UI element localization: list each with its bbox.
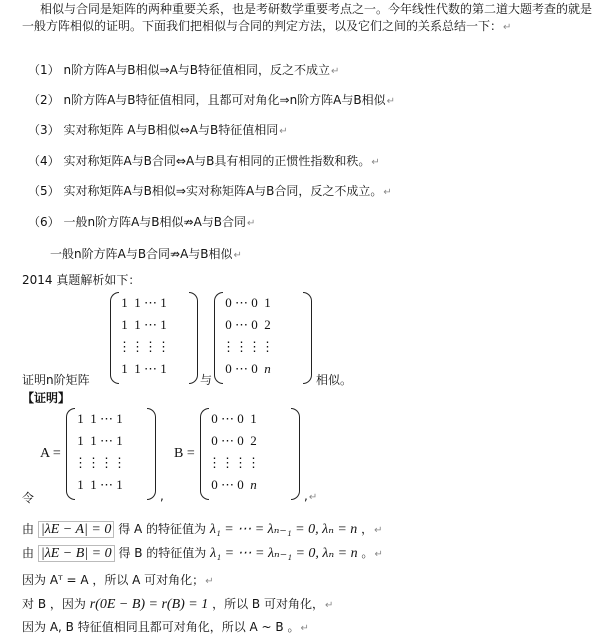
rule-6b-text: 一般n阶方阵A与B合同⇏A与B相似 (50, 247, 233, 261)
char-eq-a: |λE − A| = 0 (38, 521, 115, 538)
a-matrix-label: A = (40, 446, 61, 461)
matrix-a: 1 1 ⋯ 1 1 1 ⋯ 1 ⋮ ⋮ ⋮ ⋮ 1 1 ⋯ 1 (66, 408, 156, 500)
b-matrix-label: B = (174, 446, 195, 461)
eigenvalues-a: λ₁ = ⋯ = λₙ₋₁ = 0, λₙ = n (209, 522, 358, 537)
step-1: 由 |λE − A| = 0 得 A 的特征值为 λ₁ = ⋯ = λₙ₋₁ = 0, λₙ = n ，↵ (22, 522, 383, 537)
prove-mid: 与 (200, 373, 213, 387)
matrix-b: 0 ⋯ 0 1 0 ⋯ 0 2 ⋮ ⋮ ⋮ ⋮ 0 ⋯ 0 n (200, 408, 300, 500)
rule-4-text: 实对称矩阵A与B合同⇔A与B具有相同的正惯性指数和秩。 (63, 154, 371, 168)
step-5: 因为 A, B 特征值相同且都可对角化，所以 A ~ B 。↵ (22, 620, 309, 634)
problem-matrix-diag: 0 ⋯ 0 1 0 ⋯ 0 2 ⋮ ⋮ ⋮ ⋮ 0 ⋯ 0 n (214, 292, 312, 384)
let-label: 令 (22, 491, 35, 505)
rule-5: （5） 实对称矩阵A与B相似⇒实对称矩阵A与B合同，反之不成立。↵ (28, 184, 392, 198)
rule-2-text: n阶方阵A与B特征值相同，且都可对角化⇒n阶方阵A与B相似 (63, 93, 386, 107)
intro-text: 相似与合同是矩阵的两种重要关系，也是考研数学重要考点之一。今年线性代数的第二道大题考查的就是一般方阵相似的证明。下面我们把相似与合同的判定方法，以及它们之间的关系总结一下： (22, 2, 593, 33)
rule-2: （2） n阶方阵A与B特征值相同，且都可对角化⇒n阶方阵A与B相似↵ (28, 93, 396, 107)
intro-paragraph: 相似与合同是矩阵的两种重要关系，也是考研数学重要考点之一。今年线性代数的第二道大题考查的就是一般方阵相似的证明。下面我们把相似与合同的判定方法，以及它们之间的关系总结一下：↵ (22, 2, 593, 33)
step-3: 因为 Aᵀ = A ，所以 A 可对角化；↵ (22, 573, 214, 587)
char-eq-b: |λE − B| = 0 (38, 545, 115, 562)
rule-4: （4） 实对称矩阵A与B合同⇔A与B具有相同的正惯性指数和秩。↵ (28, 154, 380, 168)
rule-6: （6） 一般n阶方阵A与B相似⇏A与B合同↵ (28, 215, 256, 229)
step-4: 对 B ，因为 r(0E − B) = r(B) = 1 ，所以 B 可对角化，↵ (22, 597, 334, 612)
rule-1-text: n阶方阵A与B相似⇒A与B特征值相同，反之不成立 (63, 63, 331, 77)
rank-eq: r(0E − B) = r(B) = 1 (89, 597, 209, 612)
rule-1: （1） n阶方阵A与B相似⇒A与B特征值相同，反之不成立↵ (28, 63, 340, 77)
prove-prefix: 证明n阶矩阵 (22, 373, 90, 387)
rule-3-text: 实对称矩阵 A与B相似⇔A与B特征值相同 (63, 123, 279, 137)
rule-3: （3） 实对称矩阵 A与B相似⇔A与B特征值相同↵ (28, 123, 288, 137)
rule-6-text: 一般n阶方阵A与B相似⇏A与B合同 (63, 215, 247, 229)
problem-matrix-ones: 1 1 ⋯ 1 1 1 ⋯ 1 ⋮ ⋮ ⋮ ⋮ 1 1 ⋯ 1 (110, 292, 198, 384)
prove-suffix: 相似。 (316, 373, 353, 387)
rule-5-text: 实对称矩阵A与B相似⇒实对称矩阵A与B合同，反之不成立。 (63, 184, 383, 198)
exam-heading: 2014 真题解析如下： (22, 273, 141, 287)
step-2: 由 |λE − B| = 0 得 B 的特征值为 λ₁ = ⋯ = λₙ₋₁ = 0, λₙ = n 。↵ (22, 546, 383, 561)
proof-label: 【证明】 (22, 391, 71, 405)
eigenvalues-b: λ₁ = ⋯ = λₙ₋₁ = 0, λₙ = n (210, 546, 358, 561)
rule-6b: 一般n阶方阵A与B合同⇏A与B相似↵ (50, 247, 242, 261)
